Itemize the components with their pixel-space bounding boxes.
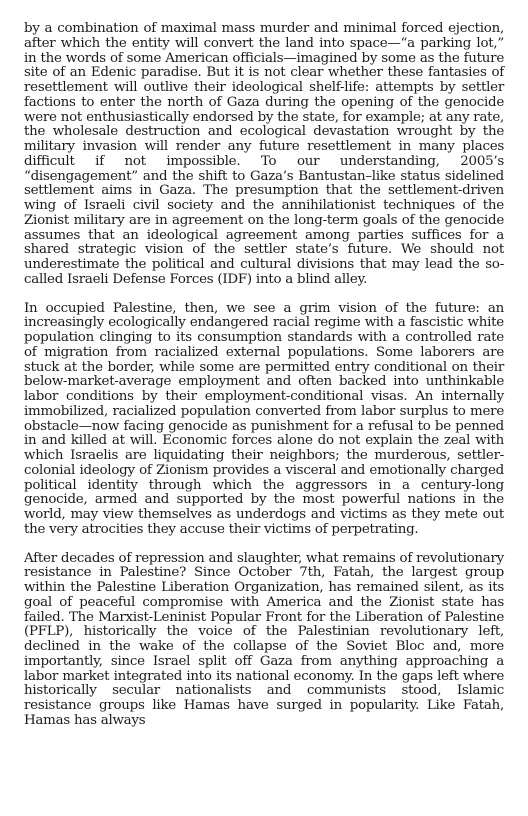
paragraph-3: After decades of repression and slaughter, what remains of revolutionary resistance in Palestine? Since October 7th, Fatah, the largest group within the Palestine Liberation Organization, has remained silent, as its goal of peaceful compromise with America and the Zionist state has failed. The Marxist-Leninist Popular Front for the Liberation of Palestine (PFLP), historically the voice of the Palestinian revolutionary left, declined in the wake of the collapse of the Soviet Bloc and, more importantly, since Israel split off Gaza from anything approaching a labor market integrated into its national economy. In the gaps left where historically secular nationalists and communists stood, Islamic resistance groups like Hamas have surged in popularity. Like Fatah, Hamas has always	[24, 550, 504, 728]
paragraph-2: In occupied Palestine, then, we see a grim vision of the future: an increasingly ecologically endangered racial regime with a fascistic white population clinging to its consumption standards with a controlled rate of migration from racialized external populations. Some laborers are stuck at the border, while some are permitted entry conditional on their below-market-average employment and often backed into unthinkable labor conditions by their employment-conditional visas. An internally immobilized, racialized population converted from labor surplus to mere obstacle—now facing genocide as punishment for a refusal to be penned in and killed at will. Economic forces alone do not explain the zeal with which Israelis are liquidating their neighbors; the murderous, settler-colonial ideology of Zionism provides a visceral and emotionally charged political identity through which the aggressors in a century-long genocide, armed and supported by the most powerful nations in the world, may view themselves as underdogs and victims as they mete out the very atrocities they accuse their victims of perpetrating.	[24, 300, 504, 537]
paragraph-1: by a combination of maximal mass murder and minimal forced ejection, after which the entity will convert the land into space—“a parking lot,” in the words of some American officials—imagined by some as the future site of an Edenic paradise. But it is not clear whether these fantasies of resettlement will outlive their ideological shelf-life: attempts by settler factions to enter the north of Gaza during the opening of the genocide were not enthusiastically endorsed by the state, for example; at any rate, the wholesale destruction and ecological devastation wrought by the military invasion will render any future resettlement in many places difficult if not impossible. To our understanding, 2005’s “disengagement” and the shift to Gaza’s Bantustan–like status sidelined settlement aims in Gaza. The presumption that the settlement-driven wing of Israeli civil society and the annihilationist techniques of the Zionist military are in agreement on the long-term goals of the genocide assumes that an ideological agreement among parties suffices for a shared strategic vision of the settler state’s future. We should not underestimate the political and cultural divisions that may lead the so-called Israeli Defense Forces (IDF) into a blind alley.	[24, 21, 504, 287]
document-page	[24, 22, 504, 729]
